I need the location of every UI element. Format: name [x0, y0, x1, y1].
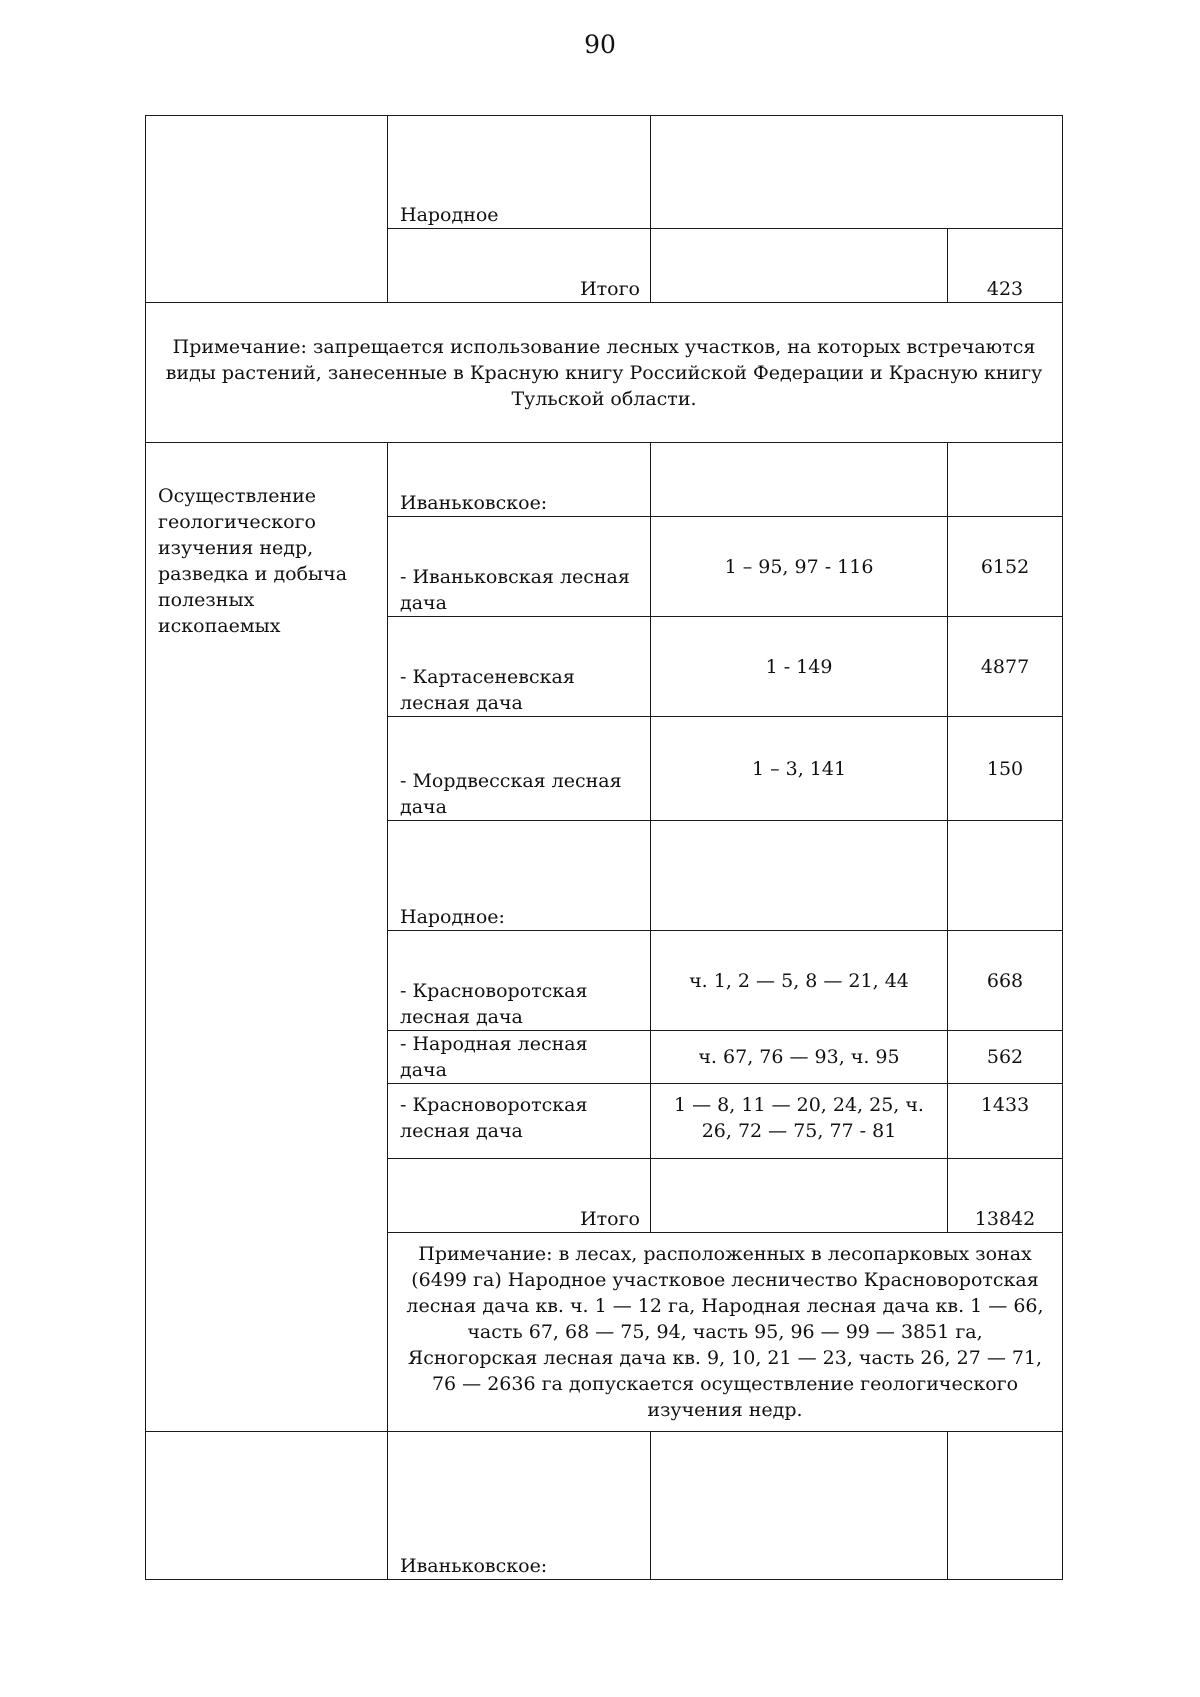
page-number: 90: [584, 30, 616, 59]
table-row: [146, 1432, 1063, 1580]
quarters-cell: ч. 1, 2 — 5, 8 — 21, 44: [651, 931, 948, 1031]
empty-cell: [651, 116, 1063, 229]
dacha-name: - Мордвесская лесная дача: [388, 717, 651, 821]
note-cell: Примечание: запрещается использование лесных участков, на которых встречаются виды растений, занесенные в Красную книгу Российской Федерации и Красную книгу Тульской области.: [146, 303, 1063, 443]
total-label: Итого: [388, 229, 651, 303]
quarters-cell: 1 — 8, 11 — 20, 24, 25, ч. 26, 72 — 75, 77 - 81: [651, 1084, 948, 1159]
empty-cell: [651, 229, 948, 303]
forest-use-table: [145, 115, 1063, 1580]
area-cell: 4877: [948, 617, 1063, 717]
table-row: [146, 303, 1063, 443]
area-cell: 1433: [948, 1084, 1063, 1159]
empty-activity-cell: [146, 1432, 388, 1580]
area-cell: 562: [948, 1031, 1063, 1084]
empty-cell: [651, 1432, 948, 1580]
total-value: 423: [948, 229, 1063, 303]
quarters-cell: ч. 67, 76 — 93, ч. 95: [651, 1031, 948, 1084]
area-cell: 150: [948, 717, 1063, 821]
empty-cell: [948, 443, 1063, 517]
forestry-name: Народное:: [388, 821, 651, 931]
forestry-name: Иваньковское:: [388, 1432, 651, 1580]
empty-cell: [651, 821, 948, 931]
activity-cell: Осуществление геологического изучения недр, разведка и добыча полезных ископаемых: [146, 443, 388, 1432]
empty-cell: [651, 1159, 948, 1233]
quarters-cell: 1 – 95, 97 - 116: [651, 517, 948, 617]
area-cell: 6152: [948, 517, 1063, 617]
dacha-name: - Народная лесная дача: [388, 1031, 651, 1084]
dacha-name: - Красноворотская лесная дача: [388, 931, 651, 1031]
empty-cell: [948, 821, 1063, 931]
empty-cell: [651, 443, 948, 517]
dacha-name: - Красноворотская лесная дача: [388, 1084, 651, 1159]
quarters-cell: 1 – 3, 141: [651, 717, 948, 821]
total-value: 13842: [948, 1159, 1063, 1233]
dacha-name: - Картасеневская лесная дача: [388, 617, 651, 717]
empty-cell: [948, 1432, 1063, 1580]
forestry-name: Иваньковское:: [388, 443, 651, 517]
table-row: [146, 443, 1063, 517]
table-row: [146, 116, 1063, 229]
note-cell: Примечание: в лесах, расположенных в лесопарковых зонах (6499 га) Народное участковое лесничество Красноворотская лесная дача кв. ч. 1 — 12 га, Народная лесная дача кв. 1 — 66, часть 67, 68 — 75, 94, часть 95, 96 — 99 — 3851 га, Ясногорская лесная дача кв. 9, 10, 21 — 23, часть 26, 27 — 71, 76 — 2636 га допускается осуществление геологического изучения недр.: [388, 1233, 1063, 1432]
area-cell: 668: [948, 931, 1063, 1031]
dacha-name: - Иваньковская лесная дача: [388, 517, 651, 617]
forestry-name: Народное: [388, 116, 651, 229]
quarters-cell: 1 - 149: [651, 617, 948, 717]
empty-activity-cell: [146, 116, 388, 303]
total-label: Итого: [388, 1159, 651, 1233]
